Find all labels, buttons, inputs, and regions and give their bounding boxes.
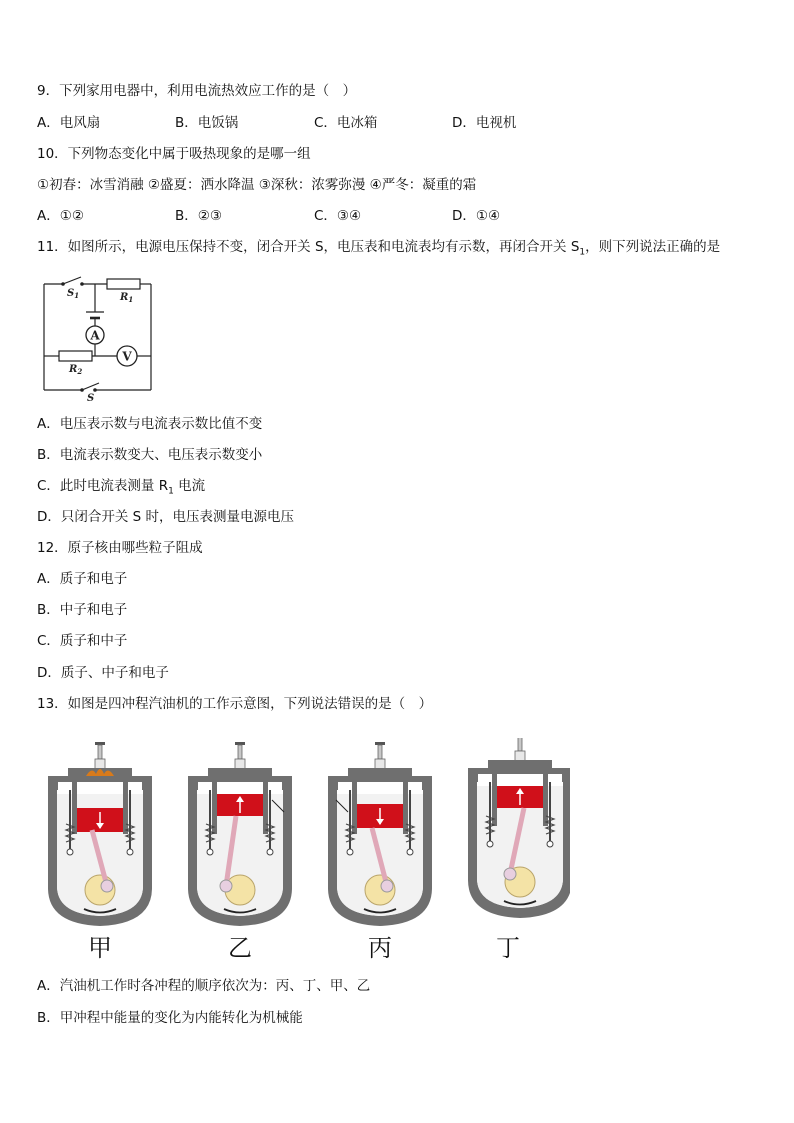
- q9-option-a: A．电风扇: [37, 115, 101, 131]
- resistor-r1: [107, 279, 140, 289]
- engine-diagram: [40, 738, 570, 930]
- q13-stem: 13．如图是四冲程汽油机的工作示意图，下列说法错误的是（ ）: [37, 696, 433, 712]
- q9-option-d: D．电视机: [452, 115, 517, 131]
- engine-label-bing: 丙: [368, 934, 392, 962]
- q13-option-b: B．甲冲程中能量的变化为内能转化为机械能: [37, 1010, 303, 1026]
- q12-option-a: A．质子和电子: [37, 571, 128, 587]
- q10-option-a: A．①②: [37, 208, 84, 224]
- resistor-r2: [59, 351, 92, 361]
- q9-stem: 9．下列家用电器中，利用电流热效应工作的是（ ）: [37, 83, 357, 99]
- r1-label: $R_1$: [120, 292, 134, 304]
- engine-label-yi: 乙: [228, 934, 252, 962]
- circuit-diagram: [37, 270, 157, 402]
- voltmeter-label: V: [122, 349, 132, 364]
- q11-option-a: A．电压表示数与电流表示数比值不变: [37, 416, 263, 432]
- q12-option-b: B．中子和电子: [37, 602, 128, 618]
- q10-option-b: B．②③: [175, 208, 222, 224]
- r2-label: $R_2$: [69, 364, 83, 376]
- engine-yi: [188, 742, 292, 926]
- engine-bing: [328, 742, 432, 926]
- engine-ding: [468, 738, 570, 918]
- switch-s: [80, 383, 99, 392]
- engine-label-jia: 甲: [88, 934, 112, 962]
- switch-s1: [61, 277, 84, 286]
- q11-stem: 11．如图所示，电源电压保持不变，闭合开关 S，电压表和电流表均有示数，再闭合开关 $S_1$，则下列说法正确的是: [37, 239, 721, 258]
- q10-stem: 10．下列物态变化中属于吸热现象的是哪一组: [37, 146, 311, 162]
- engine-label-ding: 丁: [496, 934, 520, 962]
- ammeter-label: A: [90, 328, 100, 343]
- q9-option-c: C．电冰箱: [314, 115, 378, 131]
- s-label: S: [87, 393, 95, 402]
- q12-stem: 12．原子核由哪些粒子阻成: [37, 540, 203, 556]
- q13-option-a: A．汽油机工作时各冲程的顺序依次为：丙、丁、甲、乙: [37, 978, 371, 994]
- q11-option-b: B．电流表示数变大、电压表示数变小: [37, 447, 263, 463]
- battery-icon: [86, 312, 104, 318]
- q10-items: ①初春：冰雪消融 ②盛夏：洒水降温 ③深秋：浓雾弥漫 ④严冬：凝重的霜: [37, 177, 477, 193]
- engine-jia: [48, 742, 152, 926]
- q9-option-b: B．电饭锅: [175, 115, 239, 131]
- q12-option-c: C．质子和中子: [37, 633, 128, 649]
- q10-option-c: C．③④: [314, 208, 362, 224]
- q11-option-c: C．此时电流表测量 $R_1$ 电流: [37, 478, 206, 497]
- q10-option-d: D．①④: [452, 208, 501, 224]
- s1-label: $S_1$: [67, 288, 80, 300]
- q11-option-d: D．只闭合开关 S 时，电压表测量电源电压: [37, 509, 295, 525]
- q12-option-d: D．质子、中子和电子: [37, 665, 169, 681]
